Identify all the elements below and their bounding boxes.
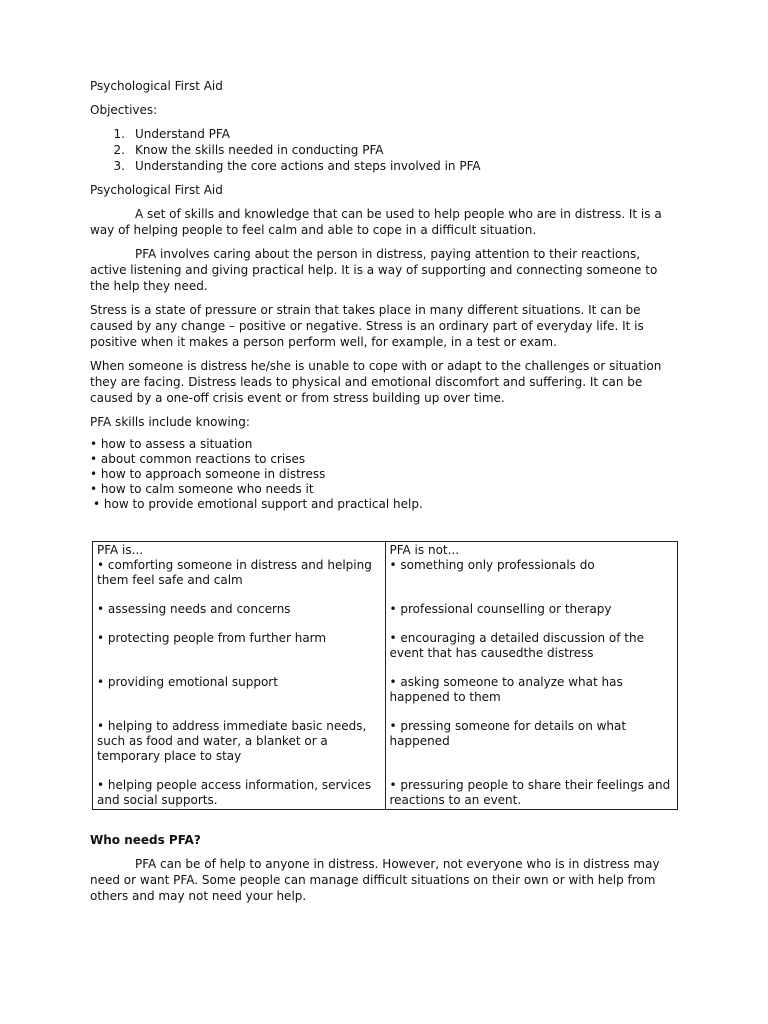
- objective-item: [90, 158, 680, 174]
- table-row: [93, 778, 678, 810]
- skill-item: • about common reactions to crises: [90, 452, 306, 466]
- table-row: [93, 675, 678, 719]
- objective-number: 2.: [113, 143, 125, 157]
- skill-item: • how to approach someone in distress: [90, 467, 326, 481]
- table-cell-not: [385, 631, 678, 675]
- cell-text: • encouraging a detailed discussion of the event that has causedthe distress: [389, 631, 644, 660]
- objective-number: 1.: [113, 127, 125, 141]
- table-cell-is: [93, 778, 386, 810]
- column-header-not: PFA is not...: [389, 543, 460, 557]
- pfa-comparison-table: [92, 541, 678, 810]
- who-needs-paragraph: PFA can be of help to anyone in distress. However, not everyone who is in distress may need or want PFA. Some people can manage difficult situations on their own or with help from others and may not need your help.: [90, 857, 660, 903]
- skills-intro: PFA skills include knowing:: [90, 415, 250, 429]
- table-cell-is: [93, 719, 386, 778]
- table-cell-is: [93, 602, 386, 631]
- objective-number: 3.: [113, 159, 125, 173]
- objective-text: Understand PFA: [135, 127, 230, 141]
- skills-list: [90, 437, 680, 512]
- skill-item: • how to assess a situation: [90, 437, 253, 451]
- who-needs-section: [90, 832, 680, 904]
- cell-text: • pressuring people to share their feelings and reactions to an event.: [389, 778, 671, 807]
- paragraph-definition: A set of skills and knowledge that can be used to help people who are in distress. It is a way of helping people to feel calm and able to cope in a difficult situation.: [90, 207, 662, 237]
- cell-text: • comforting someone in distress and helping them feel safe and calm: [97, 558, 372, 587]
- column-header-is: PFA is...: [97, 543, 144, 557]
- table-row: [93, 542, 678, 603]
- objectives-label: Objectives:: [90, 103, 158, 117]
- table-cell-not: [385, 542, 678, 603]
- table-cell-not: [385, 675, 678, 719]
- cell-text: • helping to address immediate basic needs, such as food and water, a blanket or a temporary place to stay: [97, 719, 367, 763]
- objective-item: [90, 126, 680, 142]
- skill-item: • how to calm someone who needs it: [90, 482, 314, 496]
- table-cell-not: [385, 719, 678, 778]
- table-cell-is: [93, 675, 386, 719]
- table-row: [93, 719, 678, 778]
- cell-text: • asking someone to analyze what has happened to them: [389, 675, 623, 704]
- paragraph-involves: PFA involves caring about the person in distress, paying attention to their reactions, active listening and giving practical help. It is a way of supporting and connecting someone to the help they need.: [90, 247, 658, 293]
- cell-text: • professional counselling or therapy: [389, 602, 612, 616]
- paragraph-distress: When someone is distress he/she is unable to cope with or adapt to the challenges or situation they are facing. Distress leads to physical and emotional discomfort and suffering. It can be caused by a one-off crisis event or from stress building up over time.: [90, 359, 662, 405]
- table-cell-is: [93, 542, 386, 603]
- cell-text: • helping people access information, services and social supports.: [97, 778, 372, 807]
- table-cell-not: [385, 602, 678, 631]
- cell-text: • providing emotional support: [97, 675, 278, 689]
- table-cell-is: [93, 631, 386, 675]
- section-heading: Psychological First Aid: [90, 183, 223, 197]
- objective-text: Know the skills needed in conducting PFA: [135, 143, 384, 157]
- document-body: [90, 78, 680, 512]
- table-row: [93, 631, 678, 675]
- cell-text: • pressing someone for details on what happened: [389, 719, 627, 748]
- table-row: [93, 602, 678, 631]
- objectives-list: [90, 126, 680, 174]
- document-title: Psychological First Aid: [90, 79, 223, 93]
- objective-item: [90, 142, 680, 158]
- cell-text: • something only professionals do: [389, 558, 595, 572]
- cell-text: • assessing needs and concerns: [97, 602, 291, 616]
- cell-text: • protecting people from further harm: [97, 631, 327, 645]
- objective-text: Understanding the core actions and steps involved in PFA: [135, 159, 481, 173]
- table-cell-not: [385, 778, 678, 810]
- who-needs-heading: Who needs PFA?: [90, 833, 201, 847]
- skill-item: • how to provide emotional support and practical help.: [93, 497, 423, 511]
- paragraph-stress: Stress is a state of pressure or strain that takes place in many different situations. It can be caused by any change – positive or negative. Stress is an ordinary part of everyday life. It is positive when it makes a person perform well, for example, in a test or exam.: [90, 303, 644, 349]
